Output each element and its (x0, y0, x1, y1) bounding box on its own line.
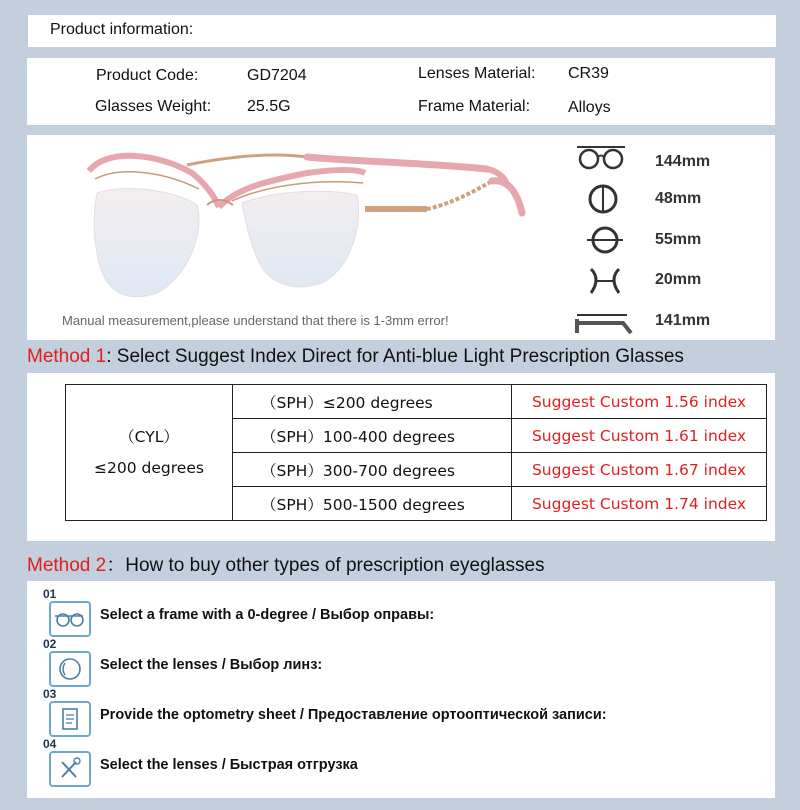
frame-material-value: Alloys (568, 99, 611, 116)
weight-value: 25.5G (247, 98, 291, 115)
method2-title (27, 550, 545, 577)
cyl-label: （CYL） (119, 427, 179, 446)
measurement-note: Manual measurement,please understand that there is 1-3mm error! (62, 313, 449, 328)
document-icon (51, 703, 89, 735)
step-number: 02 (43, 637, 57, 651)
measurement-value: 48mm (655, 190, 702, 207)
method2-panel (27, 581, 775, 798)
lens-material-value: CR39 (568, 65, 609, 82)
table-row (66, 385, 767, 419)
suggest-cell: Suggest Custom 1.56 index (512, 385, 767, 419)
sph-cell: （SPH）≤200 degrees (233, 385, 512, 419)
step-icon-box (49, 751, 91, 787)
product-code-label: Product Code: (96, 67, 199, 84)
step-item (27, 587, 727, 641)
section-header (28, 15, 776, 47)
cyl-degrees: ≤200 degrees (94, 458, 204, 477)
suggest-cell: Suggest Custom 1.67 index (512, 453, 767, 487)
method1-title-text: : Select Suggest Index Direct for Anti-blue Light Prescription Glasses (106, 346, 684, 367)
cyl-cell (66, 385, 233, 521)
product-code-value: GD7204 (247, 67, 307, 84)
weight-label: Glasses Weight: (95, 98, 212, 115)
sph-cell: （SPH）500-1500 degrees (233, 487, 512, 521)
step-text: Provide the optometry sheet / Предоставление ортооптической записи: (100, 707, 607, 723)
measurement-value: 144mm (655, 153, 711, 170)
temple-length-icon (573, 305, 637, 335)
method2-prefix: Method 2 (27, 555, 107, 576)
method1-prefix: Method 1 (27, 346, 107, 367)
step-icon-box (49, 601, 91, 637)
step-number: 04 (43, 737, 57, 751)
suggest-cell: Suggest Custom 1.74 index (512, 487, 767, 521)
step-item (27, 637, 727, 691)
method1-title (27, 346, 684, 368)
bridge-width-icon (587, 265, 623, 297)
suggest-cell: Suggest Custom 1.61 index (512, 419, 767, 453)
lens-width-icon (583, 223, 627, 255)
glasses-product-image (67, 143, 537, 313)
step-icon-box (49, 651, 91, 687)
method1-panel (27, 373, 775, 541)
step-item (27, 737, 727, 791)
step-text: Select the lenses / Выбор линз: (100, 657, 323, 673)
lens-height-icon (583, 181, 623, 215)
step-icon-box (49, 701, 91, 737)
step-item (27, 687, 727, 741)
frame-width-icon (575, 141, 627, 171)
glasses-icon (51, 603, 89, 635)
step-text: Select a frame with a 0-degree / Выбор оправы: (100, 607, 435, 623)
section-title: Product information: (50, 21, 194, 38)
lens-icon (51, 653, 89, 685)
measurement-value: 55mm (655, 231, 702, 248)
index-table (65, 384, 767, 521)
measurement-value: 141mm (655, 312, 711, 329)
product-image-panel (27, 135, 775, 340)
method2-title-text: ：How to buy other types of prescription eyeglasses (106, 555, 545, 576)
step-number: 01 (43, 587, 57, 601)
sph-cell: （SPH）300-700 degrees (233, 453, 512, 487)
tools-icon (51, 753, 89, 785)
lens-material-label: Lenses Material: (418, 65, 536, 82)
step-text: Select the lenses / Быстрая отгрузка (100, 757, 358, 773)
measurement-value: 20mm (655, 271, 702, 288)
product-info-panel (27, 58, 775, 125)
frame-material-label: Frame Material: (418, 98, 531, 115)
step-number: 03 (43, 687, 57, 701)
sph-cell: （SPH）100-400 degrees (233, 419, 512, 453)
